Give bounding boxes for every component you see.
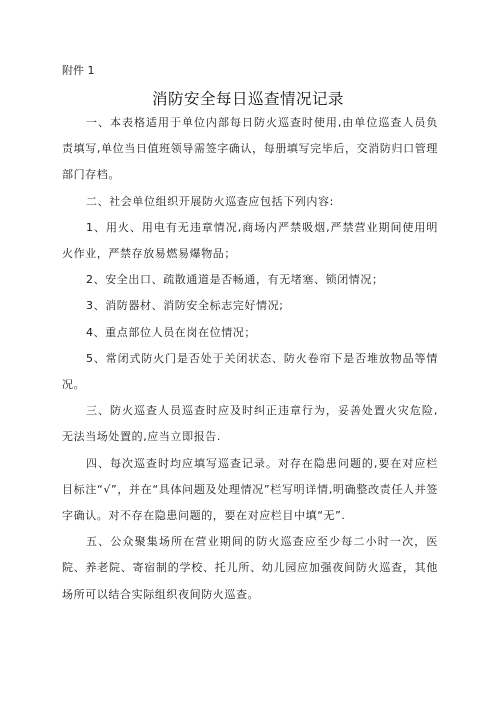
paragraph-2: 二、社会单位组织开展防火巡查应包括下列内容: xyxy=(86,194,334,208)
paragraph-8: 三、防火巡查人员巡查时应及时纠正违章行为，妥善处置火灾危险,无法当场处置的,应当立即报告. xyxy=(62,404,438,444)
paragraph-5: 3、消防器材、消防安全标志完好情况; xyxy=(86,299,284,313)
paragraph-7: 5、常闭式防火门是否处于关闭状态、防火卷帘下是否堆放物品等情况。 xyxy=(62,351,438,392)
paragraph-10: 五、公众聚集场所在营业期间的防火巡查应至少每二小时一次，医院、养老院、寄宿制的学校、托儿所、幼儿园应加强夜间防火巡查，其他场所可以结合实际组织夜间防火巡查。 xyxy=(62,535,438,601)
paragraph-9: 四、每次巡查时均应填写巡查记录。对存在隐患问题的,要在对应栏目标注“√”，并在“具体问题及处理情况”栏写明详情,明确整改责任人并签字确认。对不存在隐患问题的，要在对应栏目中填“无”. xyxy=(62,456,438,523)
document-body xyxy=(62,110,438,608)
document-title: 消防安全每日巡查情况记录 xyxy=(151,90,344,108)
paragraph-1: 一、本表格适用于单位内部每日防火巡查时使用,由单位巡查人员负责填写,单位当日值班领导需签字确认，每册填写完毕后，交消防归口管理部门存档。 xyxy=(62,116,438,182)
paragraph-4: 2、安全出口、疏散通道是否畅通，有无堵塞、锁闭情况； xyxy=(86,273,384,287)
attachment-label: 附件 1 xyxy=(62,64,95,77)
paragraph-3: 1、用火、用电有无违章情况,商场内严禁吸烟,严禁营业期间使用明火作业，严禁存放易燃易爆物品； xyxy=(62,220,438,261)
paragraph-6: 4、重点部位人员在岗在位情况； xyxy=(86,325,256,339)
